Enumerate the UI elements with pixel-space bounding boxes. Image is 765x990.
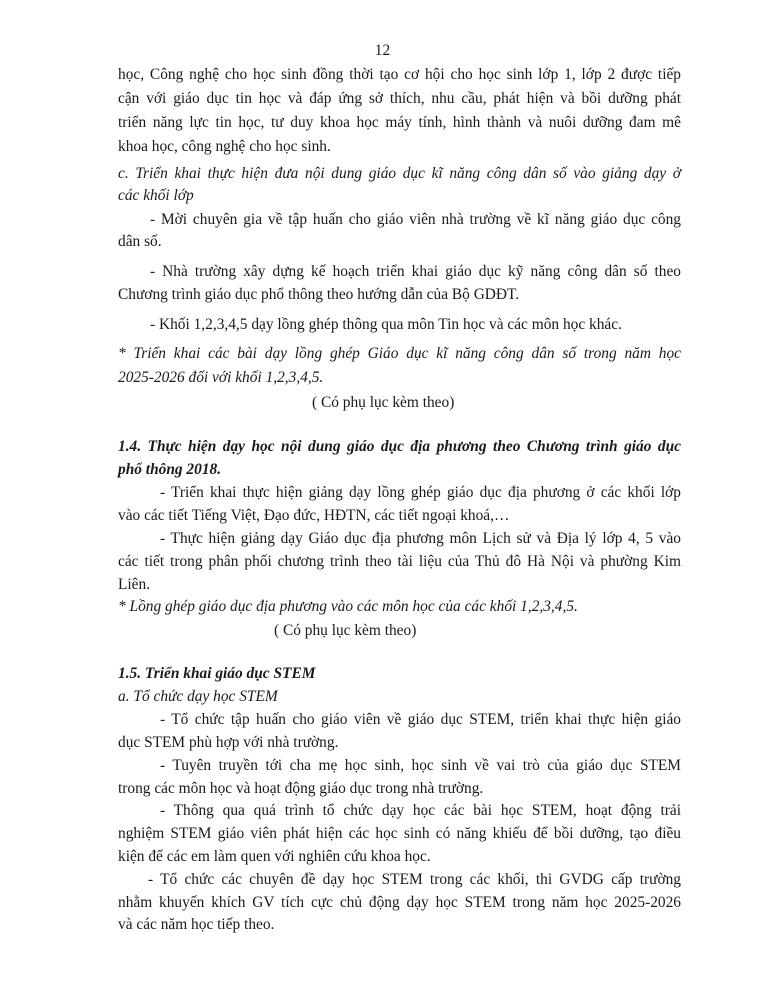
bullet-item: nghiệm STEM giáo viên phát hiện các học sinh có năng khiếu để bồi dưỡng, tạo điều	[118, 825, 681, 842]
bullet-item: các tiết trong phân phối chương trình theo tài liệu của Thủ đô Hà Nội và phường Kim	[118, 553, 681, 570]
note: * Triển khai các bài dạy lồng ghép Giáo dục kĩ năng công dân số trong năm học	[118, 345, 681, 362]
appendix-note: ( Có phụ lục kèm theo)	[274, 622, 417, 639]
bullet-item: - Tuyên truyền tới cha mẹ học sinh, học sinh về vai trò của giáo dục STEM	[160, 757, 681, 774]
bullet-item: - Thông qua quá trình tổ chức dạy học các bài học STEM, hoạt động trải	[160, 802, 681, 819]
intro-line: khoa học, công nghệ cho học sinh.	[118, 138, 331, 155]
bullet-item: dân số.	[118, 233, 162, 250]
bullet-item: trong các môn học và hoạt động giáo dục trong nhà trường.	[118, 780, 484, 797]
section-c-heading: các khối lớp	[118, 187, 194, 204]
bullet-item: - Mời chuyên gia về tập huấn cho giáo viên nhà trường về kĩ năng giáo dục công	[150, 211, 681, 228]
note: * Lồng ghép giáo dục địa phương vào các môn học của các khối 1,2,3,4,5.	[118, 598, 578, 615]
bullet-item: - Tổ chức các chuyên đề dạy học STEM trong các khối, thi GVDG cấp trường	[148, 871, 681, 888]
bullet-item: - Khối 1,2,3,4,5 dạy lồng ghép thông qua môn Tin học và các môn học khác.	[150, 316, 622, 333]
appendix-note: ( Có phụ lục kèm theo)	[312, 394, 455, 411]
bullet-item: - Triển khai thực hiện giảng dạy lồng ghép giáo dục địa phương ở các khối lớp	[160, 484, 681, 501]
section-1-4-heading: 1.4. Thực hiện dạy học nội dung giáo dục địa phương theo Chương trình giáo dục	[118, 438, 681, 455]
note: 2025-2026 đối với khối 1,2,3,4,5.	[118, 369, 324, 386]
section-1-4-heading: phổ thông 2018.	[118, 461, 222, 478]
bullet-item: và các năm học tiếp theo.	[118, 916, 275, 933]
bullet-item: dục STEM phù hợp với nhà trường.	[118, 734, 339, 751]
intro-line: triển năng lực tin học, tư duy khoa học máy tính, hình thành và nuôi dưỡng đam mê	[118, 114, 681, 131]
bullet-item: kiện để các em làm quen với nghiên cứu khoa học.	[118, 848, 431, 865]
bullet-item: vào các tiết Tiếng Việt, Đạo đức, HĐTN, các tiết ngoại khoá,…	[118, 507, 510, 524]
section-c-heading: c. Triển khai thực hiện đưa nội dung giáo dục kĩ năng công dân số vào giảng dạy ở	[118, 165, 681, 182]
page-number: 12	[374, 42, 391, 59]
section-1-5-heading: 1.5. Triển khai giáo dục STEM	[118, 665, 316, 682]
intro-line: học, Công nghệ cho học sinh đồng thời tạo cơ hội cho học sinh lớp 1, lớp 2 được tiếp	[118, 66, 681, 83]
bullet-item: nhằm khuyến khích GV tích cực chủ động dạy học STEM trong năm học 2025-2026	[118, 894, 681, 911]
bullet-item: - Thực hiện giảng dạy Giáo dục địa phương môn Lịch sử và Địa lý lớp 4, 5 vào	[160, 530, 681, 547]
intro-line: cận với giáo dục tin học và đáp ứng sở thích, nhu cầu, phát hiện và bồi dưỡng phát	[118, 90, 681, 107]
bullet-item: - Tổ chức tập huấn cho giáo viên về giáo dục STEM, triển khai thực hiện giáo	[160, 711, 681, 728]
bullet-item: Chương trình giáo dục phổ thông theo hướng dẫn của Bộ GDĐT.	[118, 286, 520, 303]
bullet-item: - Nhà trường xây dựng kế hoạch triển khai giáo dục kỹ năng công dân số theo	[150, 263, 681, 280]
section-1-5-subheading: a. Tổ chức dạy học STEM	[118, 688, 278, 705]
bullet-item: Liên.	[118, 576, 151, 593]
